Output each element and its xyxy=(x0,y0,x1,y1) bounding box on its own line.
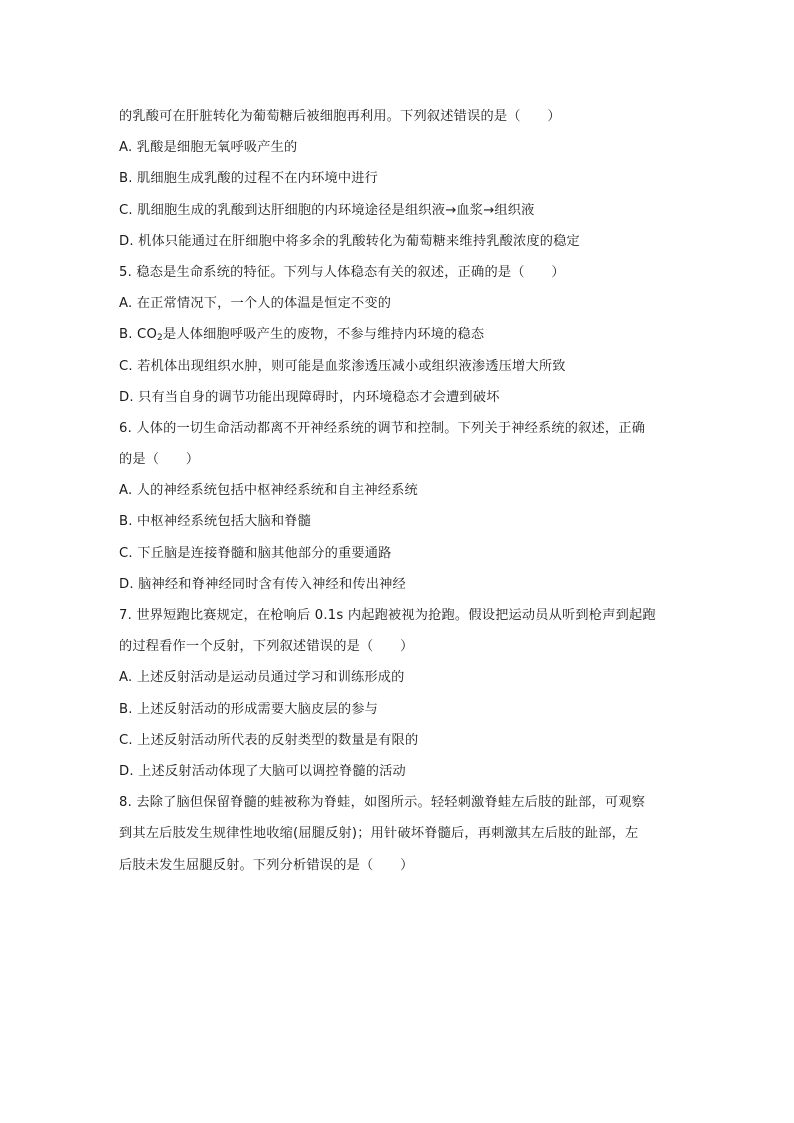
option-b-prefix: B. CO xyxy=(119,327,158,343)
question-6-option-c: C. 下丘脑是连接脊髓和脑其他部分的重要通路 xyxy=(119,545,392,561)
question-7-stem: 7. 世界短跑比赛规定，在枪响后 0.1s 内起跑被视为抢跑。假设把运动员从听到枪声到起跑 xyxy=(119,608,656,623)
question-4-stem-continued: 的乳酸可在肝脏转化为葡萄糖后被细胞再利用。下列叙述错误的是（ ） xyxy=(119,109,561,124)
question-5-option-a: A. 在正常情况下，一个人的体温是恒定不变的 xyxy=(119,296,392,312)
document-body xyxy=(119,101,679,881)
question-5-option-c: C. 若机体出现组织水肿，则可能是血浆渗透压减小或组织液渗透压增大所致 xyxy=(119,358,566,374)
question-6-stem: 6. 人体的一切生命活动都离不开神经系统的调节和控制。下列关于神经系统的叙述，正确 xyxy=(119,420,646,436)
question-4-option-a: A. 乳酸是细胞无氧呼吸产生的 xyxy=(119,140,298,156)
question-4-option-c: C. 肌细胞生成的乳酸到达肝细胞的内环境途径是组织液→血浆→组织液 xyxy=(119,202,535,218)
question-7-option-b: B. 上述反射活动的形成需要大脑皮层的参与 xyxy=(119,701,379,717)
question-8-stem: 8. 去除了脑但保留脊髓的蛙被称为脊蛙，如图所示。轻轻刺激脊蛙左后肢的趾部，可观察 xyxy=(119,795,646,811)
co2-subscript: 2 xyxy=(157,333,163,344)
question-7-option-d: D. 上述反射活动体现了大脑可以调控脊髓的活动 xyxy=(119,763,406,779)
question-6-stem-continued: 的是（ ） xyxy=(119,452,200,468)
question-5-stem: 5. 稳态是生命系统的特征。下列与人体稳态有关的叙述，正确的是（ ） xyxy=(119,264,565,280)
question-5-option-b xyxy=(119,319,679,350)
question-7-stem-continued: 的过程看作一个反射，下列叙述错误的是（ ） xyxy=(119,639,414,655)
question-7-option-a: A. 上述反射活动是运动员通过学习和训练形成的 xyxy=(119,670,405,686)
question-6-option-b: B. 中枢神经系统包括大脑和脊髓 xyxy=(119,514,312,530)
question-7-option-c: C. 上述反射活动所代表的反射类型的数量是有限的 xyxy=(119,732,419,748)
question-6-option-d: D. 脑神经和脊神经同时含有传入神经和传出神经 xyxy=(119,576,406,592)
option-b-text: 是人体细胞呼吸产生的废物，不参与维持内环境的稳态 xyxy=(162,327,485,343)
question-8-stem-continued-2: 后肢未发生屈腿反射。下列分析错误的是（ ） xyxy=(119,857,414,873)
question-8-stem-continued-1: 到其左后肢发生规律性地收缩(屈腿反射)；用针破坏脊髓后，再刺激其左后肢的趾部，左 xyxy=(119,826,639,842)
question-4-option-d: D. 机体只能通过在肝细胞中将多余的乳酸转化为葡萄糖来维持乳酸浓度的稳定 xyxy=(119,233,580,249)
question-4-option-b: B. 肌细胞生成乳酸的过程不在内环境中进行 xyxy=(119,171,379,187)
question-6-option-a: A. 人的神经系统包括中枢神经系统和自主神经系统 xyxy=(119,483,418,499)
question-5-option-d: D. 只有当自身的调节功能出现障碍时，内环境稳态才会遭到破坏 xyxy=(119,389,500,405)
